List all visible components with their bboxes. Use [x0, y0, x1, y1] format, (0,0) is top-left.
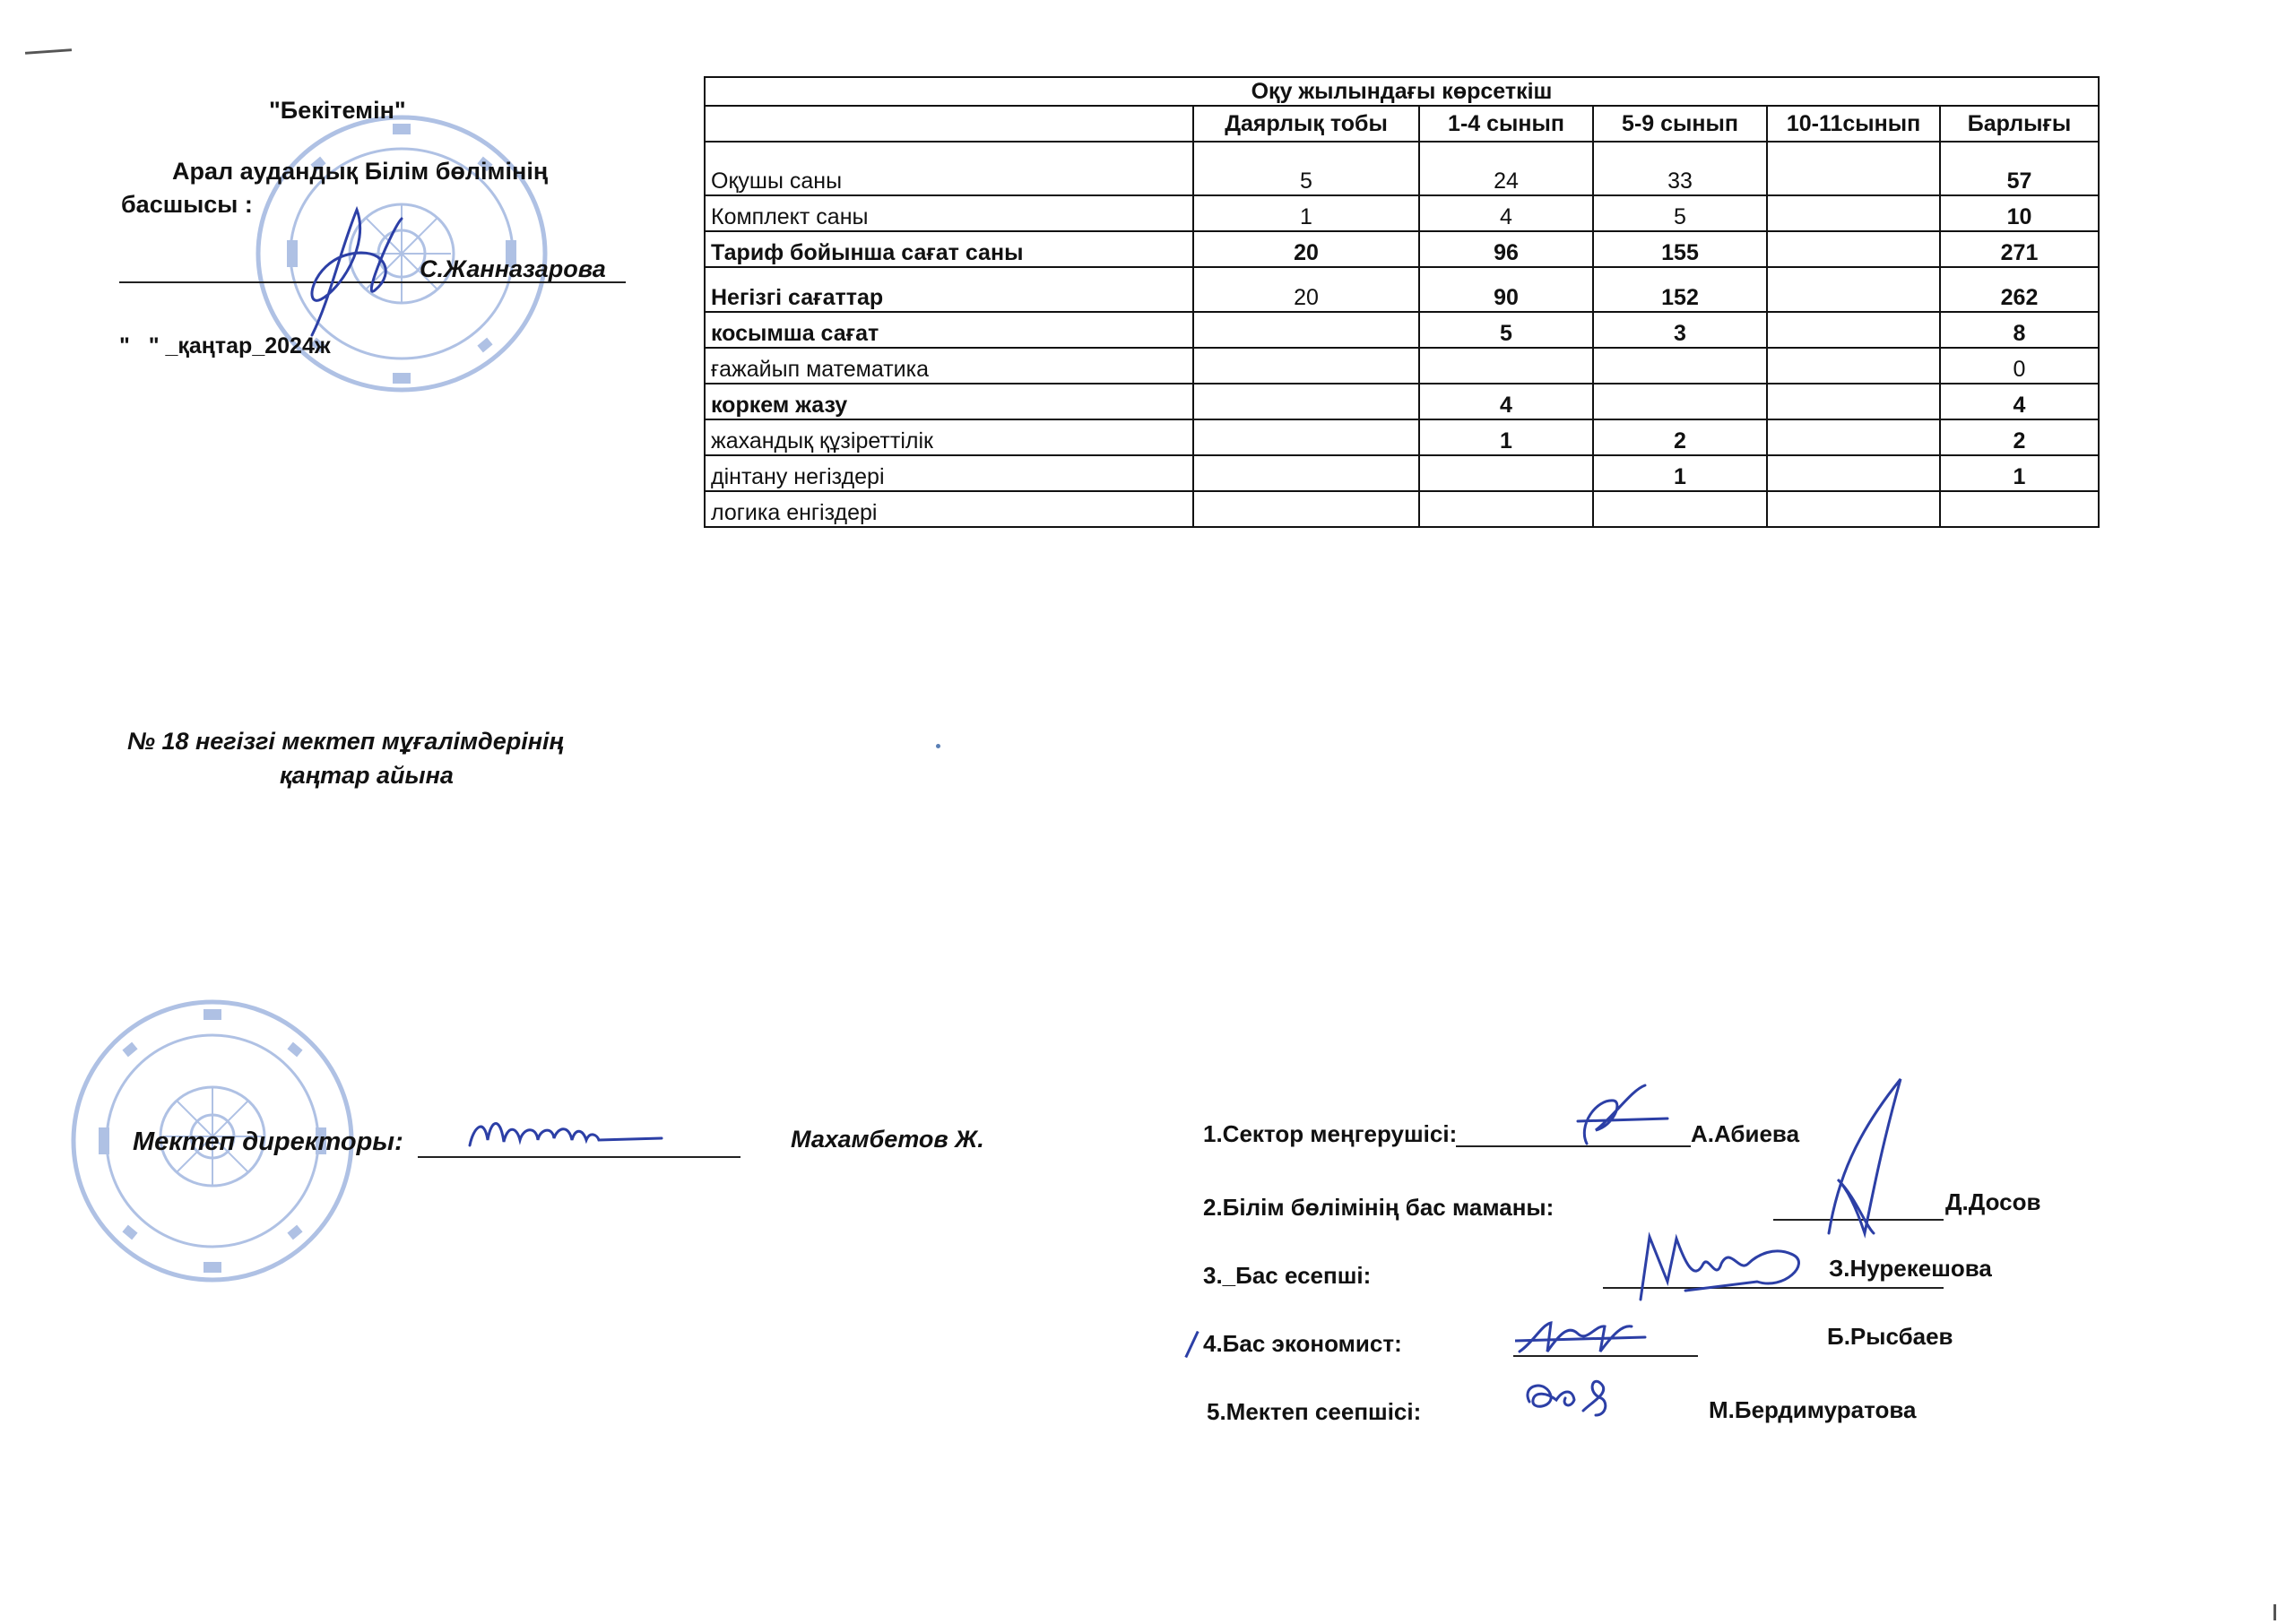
director-name: Махамбетов Ж. [791, 1126, 984, 1153]
row-label: логика енгіздері [705, 491, 1193, 527]
table-cell [1767, 419, 1940, 455]
approval-position-line1: Арал аудандық Білім бөлімінің [172, 158, 549, 185]
table-cell [1767, 195, 1940, 231]
table-row [705, 231, 2099, 267]
table-cell: 2 [1940, 419, 2099, 455]
signatory-name: З.Нурекешова [1829, 1255, 1992, 1282]
approval-date: " " _қаңтар_2024ж [119, 333, 331, 358]
signatory-role: 4.Бас экономист: [1203, 1330, 1402, 1357]
approval-signature [285, 192, 420, 349]
table-cell [1593, 384, 1767, 419]
table-row [705, 491, 2099, 527]
row-label: косымша сағат [705, 312, 1193, 348]
document-heading-line1: № 18 негізгі мектеп мұғалімдерінің [127, 728, 564, 755]
signatory-signature [1811, 1072, 1918, 1247]
column-header: 10-11сынып [1767, 106, 1940, 142]
signatory-name: Б.Рысбаев [1827, 1323, 1953, 1350]
table-cell [1593, 348, 1767, 384]
table-row [705, 195, 2099, 231]
row-label: Негізгі сағаттар [705, 267, 1193, 312]
table-cell: 5 [1193, 142, 1419, 195]
table-cell [1767, 348, 1940, 384]
column-header: Даярлық тобы [1193, 106, 1419, 142]
signatory-role: 1.Сектор меңгерушісі: [1203, 1120, 1458, 1147]
signatory-signature [1520, 1375, 1619, 1424]
indicators-table [704, 76, 2100, 528]
table-cell [1767, 267, 1940, 312]
table-cell: 4 [1419, 195, 1593, 231]
table-cell: 155 [1593, 231, 1767, 267]
signatory-role: 5.Мектеп сеепшісі: [1207, 1398, 1422, 1425]
table-cell [1767, 491, 1940, 527]
table-cell [1193, 455, 1419, 491]
column-header: Барлығы [1940, 106, 2099, 142]
director-signature [464, 1101, 671, 1159]
table-row [705, 312, 2099, 348]
row-label: Тариф бойынша сағат саны [705, 231, 1193, 267]
signatory-role: 2.Білім бөлімінің бас маманы: [1203, 1194, 1555, 1221]
table-cell: 152 [1593, 267, 1767, 312]
signatory-name: Д.Досов [1945, 1188, 2041, 1215]
table-cell [1593, 491, 1767, 527]
table-cell [1193, 491, 1419, 527]
row-label: жахандық құзіреттілік [705, 419, 1193, 455]
signatory-name: М.Бердимуратова [1709, 1396, 1917, 1423]
scan-mark [2273, 1604, 2276, 1620]
table-cell: 4 [1419, 384, 1593, 419]
table-row [705, 348, 2099, 384]
table-row [705, 142, 2099, 195]
table-cell [1193, 312, 1419, 348]
table-cell: 271 [1940, 231, 2099, 267]
signatory-signature [1515, 1316, 1650, 1365]
table-cell: 90 [1419, 267, 1593, 312]
row-label: дінтану негіздері [705, 455, 1193, 491]
column-header: 1-4 сынып [1419, 106, 1593, 142]
director-label: Мектеп директоры: [133, 1127, 403, 1156]
table-row [705, 384, 2099, 419]
table-cell [1419, 348, 1593, 384]
signatory-signature [1560, 1081, 1685, 1157]
table-cell: 5 [1593, 195, 1767, 231]
table-title: Оқу жылындағы көрсеткіш [705, 77, 2099, 106]
row-label: Оқушы саны [705, 142, 1193, 195]
table-cell: 0 [1940, 348, 2099, 384]
table-cell: 1 [1193, 195, 1419, 231]
approval-title: "Бекітемін" [269, 97, 406, 124]
table-cell: 4 [1940, 384, 2099, 419]
document-heading-line2: қаңтар айына [280, 762, 454, 789]
row-label: Комплект саны [705, 195, 1193, 231]
table-cell: 33 [1593, 142, 1767, 195]
scan-speck [936, 744, 940, 748]
approval-position-line2: басшысы : [121, 191, 253, 218]
table-cell [1767, 231, 1940, 267]
table-cell [1419, 491, 1593, 527]
table-cell [1193, 419, 1419, 455]
signatory-role: 3._Бас есепші: [1203, 1262, 1372, 1289]
table-cell [1767, 312, 1940, 348]
table-cell: 10 [1940, 195, 2099, 231]
header-empty-cell [705, 106, 1193, 142]
table-cell: 20 [1193, 267, 1419, 312]
table-cell [1767, 384, 1940, 419]
table-cell: 262 [1940, 267, 2099, 312]
scan-mark [25, 48, 72, 55]
row-label: коркем жазу [705, 384, 1193, 419]
signatory-signature [1632, 1228, 1811, 1313]
signatory-name: А.Абиева [1691, 1120, 1800, 1147]
table-cell: 20 [1193, 231, 1419, 267]
table-cell: 1 [1419, 419, 1593, 455]
table-cell [1767, 455, 1940, 491]
table-cell: 8 [1940, 312, 2099, 348]
table-row [705, 455, 2099, 491]
table-cell: 5 [1419, 312, 1593, 348]
table-cell [1767, 142, 1940, 195]
approval-name: С.Жанназарова [420, 255, 606, 282]
column-header: 5-9 сынып [1593, 106, 1767, 142]
table-row [705, 267, 2099, 312]
table-cell: 24 [1419, 142, 1593, 195]
table-cell [1419, 455, 1593, 491]
table-cell: 57 [1940, 142, 2099, 195]
table-cell: 2 [1593, 419, 1767, 455]
table-cell: 1 [1593, 455, 1767, 491]
table-row [705, 419, 2099, 455]
table-cell [1940, 491, 2099, 527]
table-cell [1193, 384, 1419, 419]
table-cell: 1 [1940, 455, 2099, 491]
row-label: ғажайып математика [705, 348, 1193, 384]
table-cell: 96 [1419, 231, 1593, 267]
dash-mark [1184, 1331, 1199, 1358]
table-cell [1193, 348, 1419, 384]
table-cell: 3 [1593, 312, 1767, 348]
